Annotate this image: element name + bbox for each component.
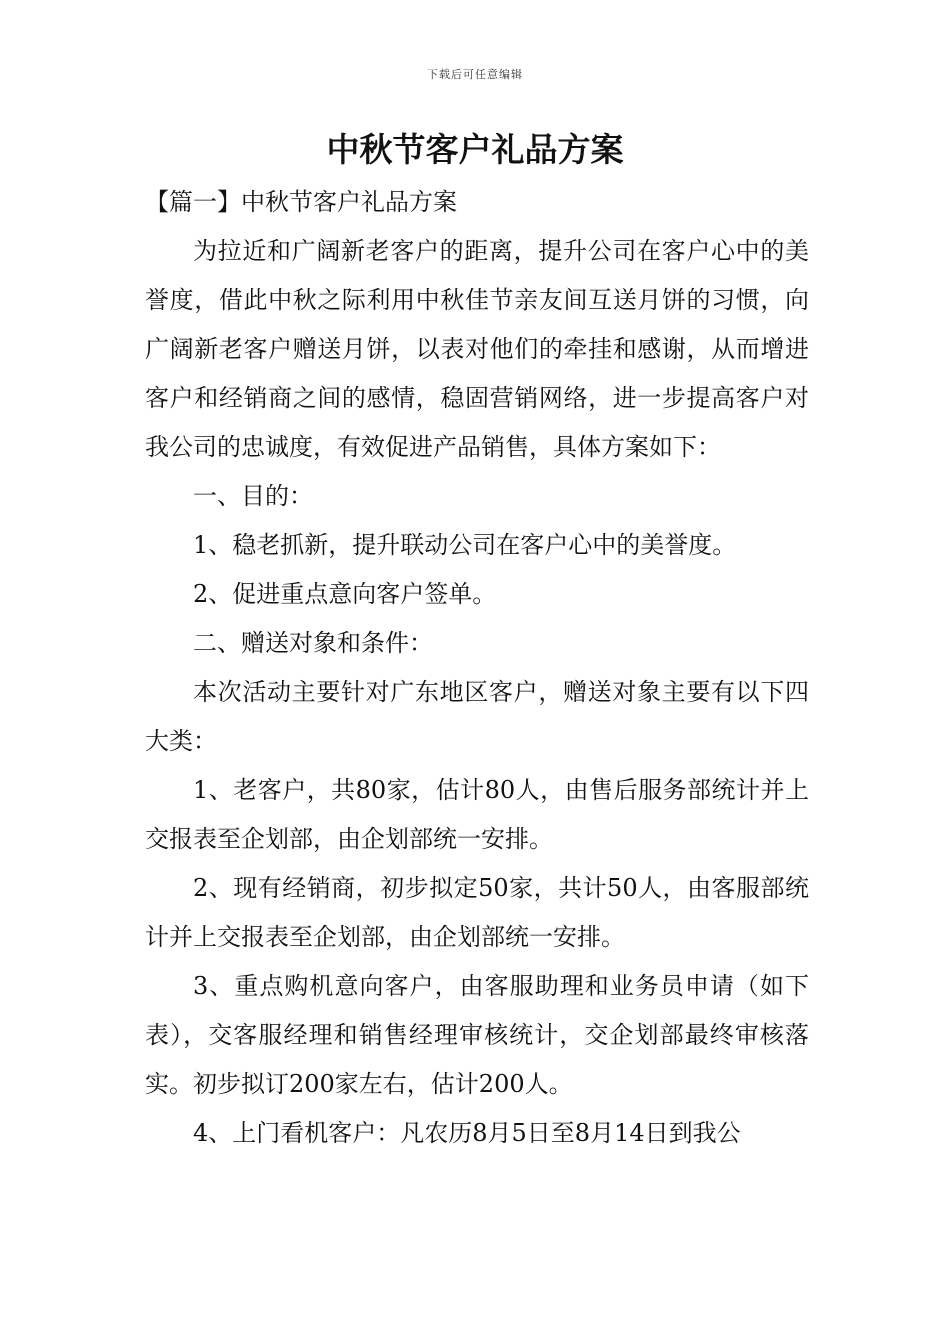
paragraph-heading-purpose: 一、目的：	[193, 482, 313, 510]
section-heading: 【篇一】中秋节客户礼品方案	[145, 188, 457, 216]
paragraph-purpose-1: 1、稳老抓新，提升联动公司在客户心中的美誉度。	[193, 531, 737, 559]
document-body	[145, 178, 809, 1158]
paragraph-recipients-1: 1、老客户，共80家，估计80人，由售后服务部统计并上交报表至企划部，由企划部统一安排。	[145, 776, 809, 853]
paragraph-recipients-3: 3、重点购机意向客户，由客服助理和业务员申请（如下表），交客服经理和销售经理审核统计，交企划部最终审核落实。初步拟订200家左右，估计200人。	[145, 972, 809, 1098]
document-title: 中秋节客户礼品方案	[326, 130, 624, 169]
paragraph-recipients-intro: 本次活动主要针对广东地区客户，赠送对象主要有以下四大类：	[145, 678, 809, 755]
paragraph-recipients-4: 4、上门看机客户：凡农历8月5日至8月14日到我公	[193, 1119, 741, 1147]
paragraph-intro: 为拉近和广阔新老客户的距离，提升公司在客户心中的美誉度，借此中秋之际利用中秋佳节亲友间互送月饼的习惯，向广阔新老客户赠送月饼，以表对他们的牵挂和感谢，从而增进客户和经销商之间的感情，稳固营销网络，进一步提高客户对我公司的忠诚度，有效促进产品销售，具体方案如下：	[145, 237, 809, 461]
paragraph-purpose-2: 2、促进重点意向客户签单。	[193, 580, 497, 608]
paragraph-recipients-2: 2、现有经销商，初步拟定50家，共计50人，由客服部统计并上交报表至企划部，由企划部统一安排。	[145, 874, 809, 951]
page-header-note: 下载后可任意编辑	[427, 68, 523, 81]
paragraph-heading-recipients: 二、赠送对象和条件：	[193, 629, 433, 657]
